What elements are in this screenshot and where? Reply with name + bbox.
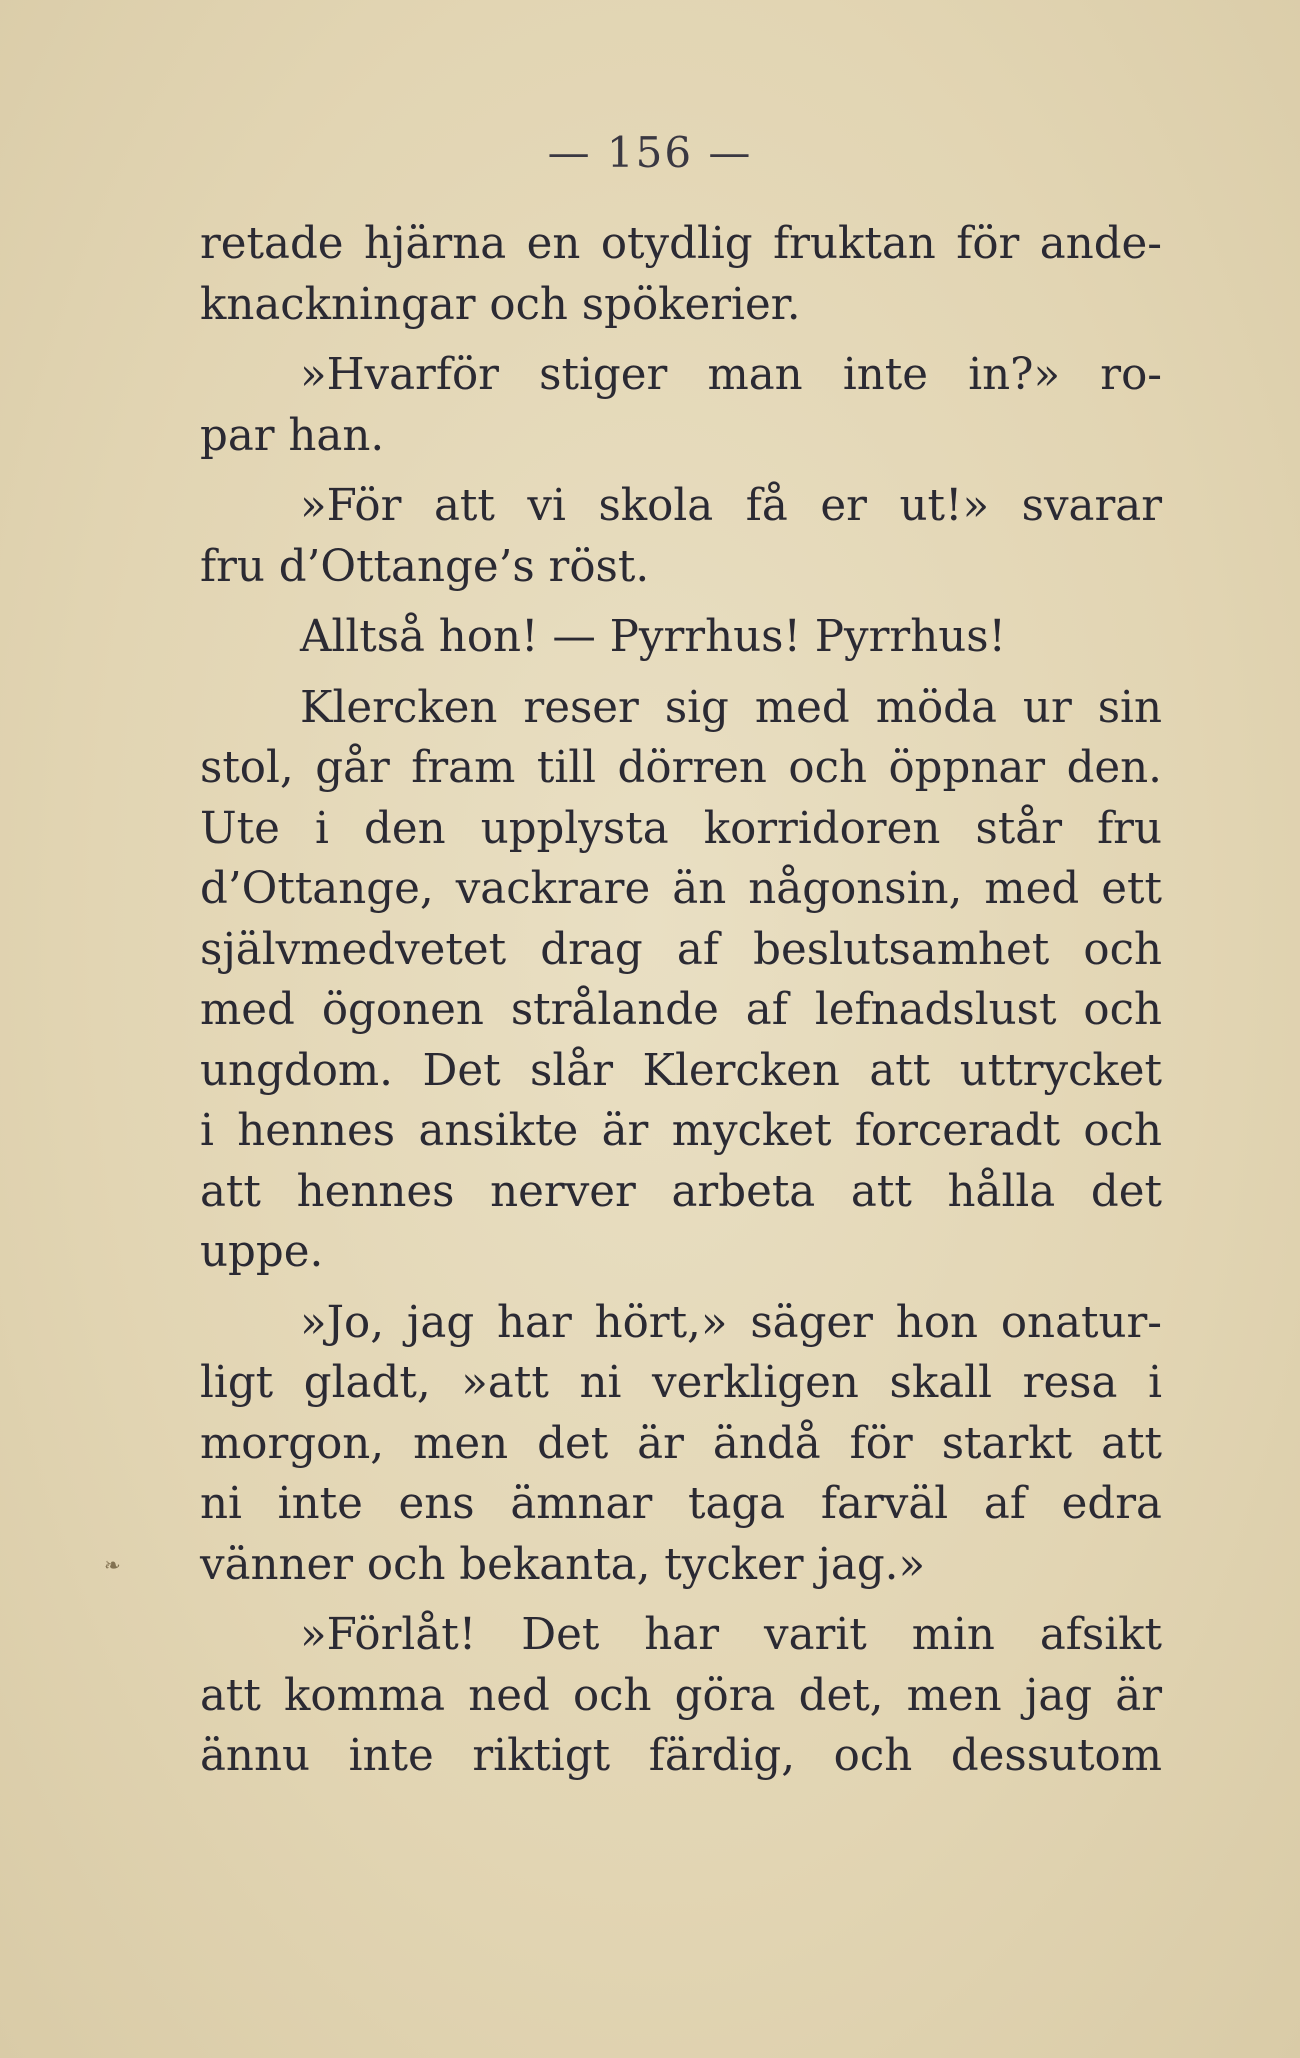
text-line: ni inte ens ämnar taga farväl af edra [200, 1479, 1162, 1529]
body-text [200, 214, 1162, 1787]
margin-mark-icon: ❧ [104, 1553, 121, 1577]
page-number: — 156 — [547, 128, 753, 177]
text-line: »För att vi skola få er ut!» svarar [300, 481, 1162, 531]
text-line: fru d’Ottange’s röst. [200, 541, 650, 592]
text-line: ännu inte riktigt färdig, och dessutom [200, 1731, 1162, 1781]
text-line: uppe. [200, 1227, 324, 1277]
text-line: knackningar och spökerier. [200, 279, 801, 330]
text-line: d’Ottange, vackrare än någonsin, med ett [200, 864, 1162, 914]
text-line: stol, går fram till dörren och öppnar den. [200, 743, 1162, 793]
text-line: »Förlåt! Det har varit min afsikt [300, 1610, 1162, 1660]
text-line: »Hvarför stiger man inte in?» ro- [300, 350, 1162, 400]
text-line: att hennes nerver arbeta att hålla det [200, 1166, 1162, 1217]
text-line: »Jo, jag har hört,» säger hon onatur- [300, 1297, 1162, 1348]
text-line: Ute i den upplysta korridoren står fru [200, 803, 1162, 854]
text-line: Klercken reser sig med möda ur sin [300, 682, 1162, 733]
text-line: Alltså hon! — Pyrrhus! Pyrrhus! [300, 612, 1007, 662]
text-line: morgon, men det är ändå för starkt att [200, 1418, 1162, 1469]
text-line: par han. [200, 410, 385, 461]
text-line: i hennes ansikte är mycket forceradt och [200, 1106, 1162, 1156]
text-line: självmedvetet drag af beslutsamhet och [200, 924, 1162, 975]
text-line: ungdom. Det slår Klercken att uttrycket [200, 1045, 1162, 1096]
text-line: med ögonen strålande af lefnadslust och [200, 985, 1162, 1035]
text-line: vänner och bekanta, tycker jag.» [200, 1539, 926, 1590]
text-line: att komma ned och göra det, men jag är [200, 1670, 1162, 1721]
text-line: ligt gladt, »att ni verkligen skall resa i [200, 1358, 1162, 1408]
text-line: retade hjärna en otydlig fruktan för ande- [200, 219, 1162, 269]
